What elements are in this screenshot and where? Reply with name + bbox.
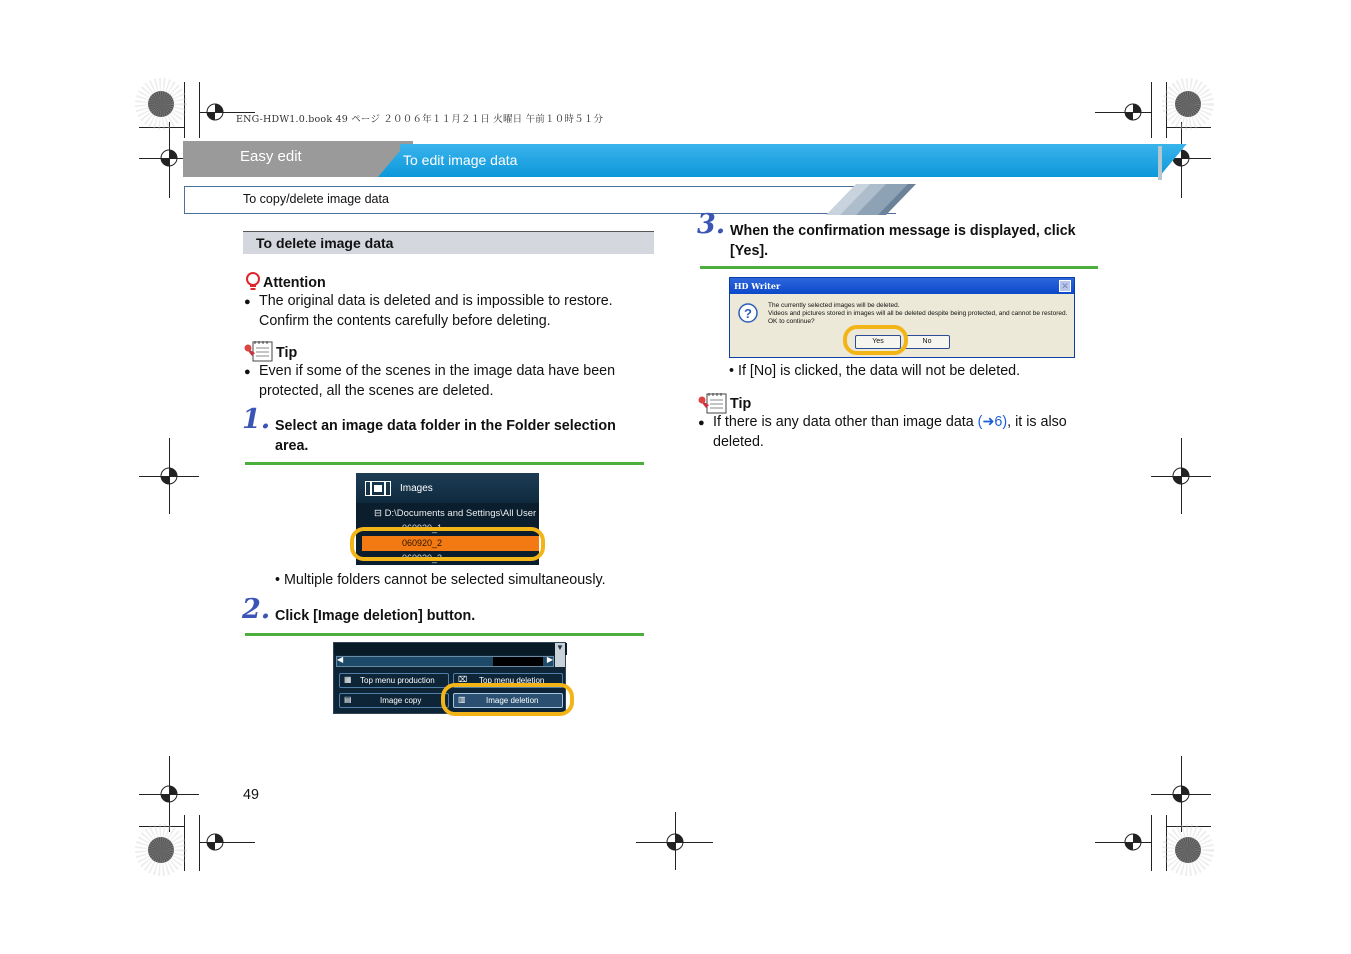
- step2-line1: Click [Image deletion] button.: [275, 608, 476, 624]
- tip2-text: [713, 413, 1103, 452]
- panel-topbar: [334, 643, 567, 655]
- step1-note: • Multiple folders cannot be selected simultaneously.: [275, 572, 606, 588]
- scroll-thumb[interactable]: [493, 657, 543, 666]
- scroll-right-icon[interactable]: ▶: [546, 655, 553, 664]
- image-deletion-label: Image deletion: [486, 696, 539, 705]
- subheader: [184, 186, 896, 214]
- attention-line2: Confirm the contents carefully before deleting.: [259, 312, 551, 329]
- tip1-line2: protected, all the scenes are deleted.: [259, 382, 494, 399]
- header-section-tab: [183, 141, 413, 177]
- film-delete-icon: ▥: [458, 695, 466, 704]
- dialog-message: [768, 302, 1067, 326]
- tip2-line2: deleted.: [713, 433, 764, 450]
- film-icon: [365, 481, 391, 496]
- attention-line1: ● The original data is deleted and is impossible to restore.: [259, 292, 613, 312]
- section-heading: [243, 231, 654, 254]
- header-shadow: [1158, 146, 1162, 180]
- highlight-yes: [843, 325, 908, 355]
- tip2-text-before: If there is any data other than image data: [713, 414, 978, 430]
- step1-instruction: [275, 417, 616, 456]
- step3-line1: When the confirmation message is displayed, click: [730, 223, 1076, 239]
- highlight-folder: [350, 527, 545, 561]
- step3-instruction: [730, 222, 1076, 261]
- top-menu-deletion-label: Top menu deletion: [479, 676, 545, 685]
- timeline-scrollbar[interactable]: [336, 656, 554, 667]
- dialog-close-icon[interactable]: ✕: [1059, 280, 1071, 292]
- step1-rule: [245, 462, 644, 465]
- header-title-bar: [400, 144, 1158, 177]
- subheader-stripes: [826, 184, 916, 215]
- question-icon: [738, 303, 758, 323]
- step2-number: 2.: [242, 594, 271, 625]
- folder-item-below[interactable]: 060920_3: [402, 553, 443, 563]
- section-heading-text: To delete image data: [256, 235, 394, 251]
- folder-item-selected-label: 060920_2: [402, 538, 443, 548]
- tip1-line1: ● Even if some of the scenes in the image data have been: [259, 362, 615, 382]
- lightbulb-icon: [245, 272, 261, 292]
- attention-label: Attention: [263, 275, 326, 291]
- step3-line2: [Yes].: [730, 242, 769, 259]
- header-section-label: Easy edit: [240, 148, 302, 165]
- tip-notepad-icon: [243, 340, 274, 362]
- menu-delete-icon: ⌧: [458, 675, 468, 684]
- step2-rule: [245, 633, 644, 636]
- images-header: [356, 473, 539, 503]
- header-title: To edit image data: [403, 152, 518, 168]
- dialog-msg1: The currently selected images will be deleted.: [768, 302, 900, 309]
- step3-note: • If [No] is clicked, the data will not be deleted.: [729, 363, 1021, 379]
- dialog-titlebar: [730, 278, 1074, 294]
- step1-line1: Select an image data folder in the Folder selection: [275, 418, 616, 434]
- images-title: Images: [400, 483, 433, 494]
- tip1-label: Tip: [276, 345, 298, 361]
- tip2-label: Tip: [730, 396, 752, 412]
- yes-button[interactable]: Yes: [855, 335, 901, 349]
- tip1-text: [259, 362, 615, 401]
- page-number: 49: [243, 787, 259, 803]
- image-copy-button[interactable]: [339, 693, 449, 708]
- top-menu-production-button[interactable]: [339, 673, 449, 688]
- svg-text:?: ?: [744, 306, 752, 321]
- tip2-line1: [713, 413, 1103, 433]
- attention-text: [259, 292, 613, 331]
- top-menu-production-label: Top menu production: [360, 676, 435, 685]
- step1-line2: area.: [275, 437, 309, 454]
- scroll-left-icon[interactable]: ◀: [337, 655, 344, 664]
- image-copy-label: Image copy: [380, 696, 422, 705]
- step3-number: 3.: [697, 209, 726, 240]
- page-ref-link[interactable]: (➜6): [977, 414, 1008, 430]
- menu-grid-icon: ▦: [344, 675, 352, 684]
- step3-rule: [700, 266, 1098, 269]
- folder-path-text: D:\Documents and Settings\All User: [384, 508, 537, 519]
- dialog-msg3: OK to continue?: [768, 318, 815, 325]
- tip2-text-after: , it is also: [1007, 414, 1067, 430]
- no-button[interactable]: No: [904, 335, 950, 349]
- print-header: ENG-HDW1.0.book 49 ページ ２００６年１１月２１日 火曜日 午前１０時５１分: [236, 114, 604, 125]
- tip-notepad-icon-2: [697, 392, 728, 414]
- dialog-title: HD Writer: [734, 281, 781, 291]
- film-copy-icon: ▤: [344, 695, 352, 704]
- subheader-text: To copy/delete image data: [243, 192, 389, 206]
- folder-item-above[interactable]: 060920_1: [402, 523, 443, 533]
- highlight-image-deletion: [441, 683, 574, 716]
- folder-path: ⊟ D:\Documents and Settings\All User: [374, 508, 537, 519]
- step1-number: 1.: [242, 404, 271, 435]
- dialog-msg2: Videos and pictures stored in images will all be deleted despite being protected, and cannot be restored.: [768, 310, 1068, 317]
- scroll-down-arrow-icon[interactable]: ▼: [555, 643, 565, 667]
